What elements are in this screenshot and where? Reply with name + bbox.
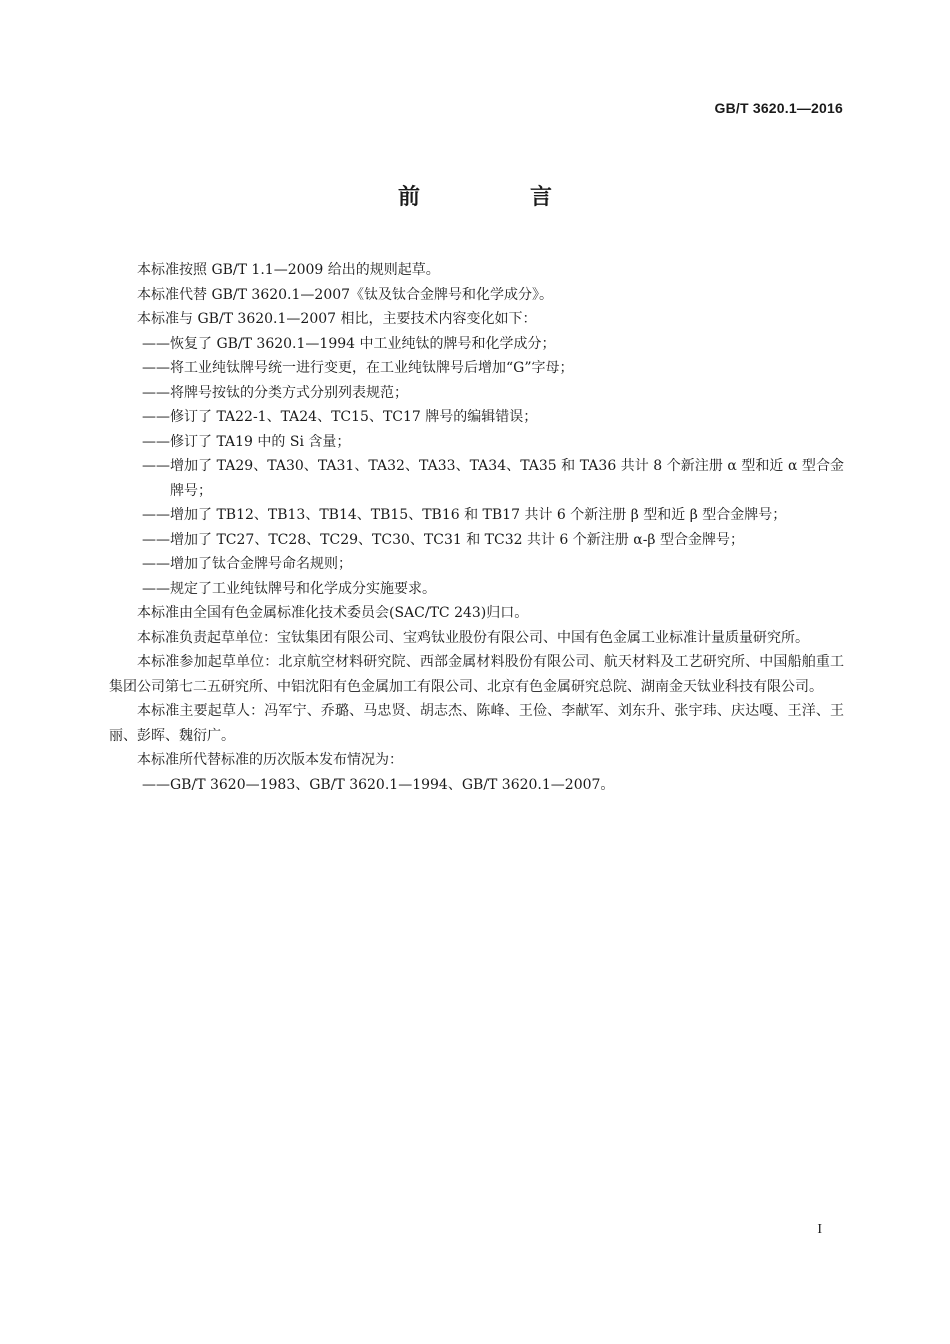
paragraph-replaces: 本标准代替 GB/T 3620.1—2007《钛及钛合金牌号和化学成分》。 bbox=[137, 286, 554, 303]
change-item: ——增加了钛合金牌号命名规则； bbox=[142, 556, 352, 572]
paragraph-lead-drafters: 本标准负责起草单位：宝钛集团有限公司、宝鸡钛业股份有限公司、中国有色金属工业标准计量质量研究所。 bbox=[137, 629, 809, 646]
paragraph-changes-intro: 本标准与 GB/T 3620.1—2007 相比，主要技术内容变化如下： bbox=[137, 311, 537, 327]
change-item: ——增加了 TB12、TB13、TB14、TB15、TB16 和 TB17 共计 6 个新注册 β 型和近 β 型合金牌号； bbox=[142, 507, 787, 523]
foreword-body bbox=[109, 258, 844, 797]
change-item: ——规定了工业纯钛牌号和化学成分实施要求。 bbox=[142, 580, 436, 597]
paragraph-main-drafters: 本标准主要起草人：冯军宁、乔璐、马忠贤、胡志杰、陈峰、王俭、李献军、刘东升、张宇玮、庆达嘎、王洋、王丽、彭晖、魏衍广。 bbox=[109, 703, 844, 744]
paragraph-committee: 本标准由全国有色金属标准化技术委员会(SAC/TC 243)归口。 bbox=[137, 605, 529, 621]
standard-number: GB/T 3620.1—2016 bbox=[714, 100, 843, 116]
change-item: ——增加了 TA29、TA30、TA31、TA32、TA33、TA34、TA35 和 TA36 共计 8 个新注册 α 型和近 α 型合金牌号； bbox=[142, 458, 844, 499]
change-item: ——增加了 TC27、TC28、TC29、TC30、TC31 和 TC32 共计 6 个新注册 α-β 型合金牌号； bbox=[142, 531, 744, 548]
paragraph-drafting-rules: 本标准按照 GB/T 1.1—2009 给出的规则起草。 bbox=[137, 262, 440, 278]
change-item: ——修订了 TA19 中的 Si 含量； bbox=[142, 433, 351, 450]
change-item: ——将牌号按钛的分类方式分别列表规范； bbox=[142, 384, 408, 401]
change-item: ——修订了 TA22-1、TA24、TC15、TC17 牌号的编辑错误； bbox=[142, 409, 538, 425]
change-item: ——将工业纯钛牌号统一进行变更，在工业纯钛牌号后增加“G”字母； bbox=[142, 360, 574, 376]
page-title: 前 言 bbox=[397, 185, 596, 210]
paragraph-history-intro: 本标准所代替标准的历次版本发布情况为： bbox=[137, 752, 403, 768]
page-number: I bbox=[817, 1222, 822, 1237]
history-item: ——GB/T 3620—1983、GB/T 3620.1—1994、GB/T 3620.1—2007。 bbox=[142, 776, 615, 793]
change-item: ——恢复了 GB/T 3620.1—1994 中工业纯钛的牌号和化学成分； bbox=[142, 335, 556, 352]
paragraph-participating-drafters: 本标准参加起草单位：北京航空材料研究院、西部金属材料股份有限公司、航天材料及工艺研究所、中国船舶重工集团公司第七二五研究所、中铝沈阳有色金属加工有限公司、北京有色金属研究总院、湖南金天钛业科技有限公司。 bbox=[109, 654, 844, 695]
